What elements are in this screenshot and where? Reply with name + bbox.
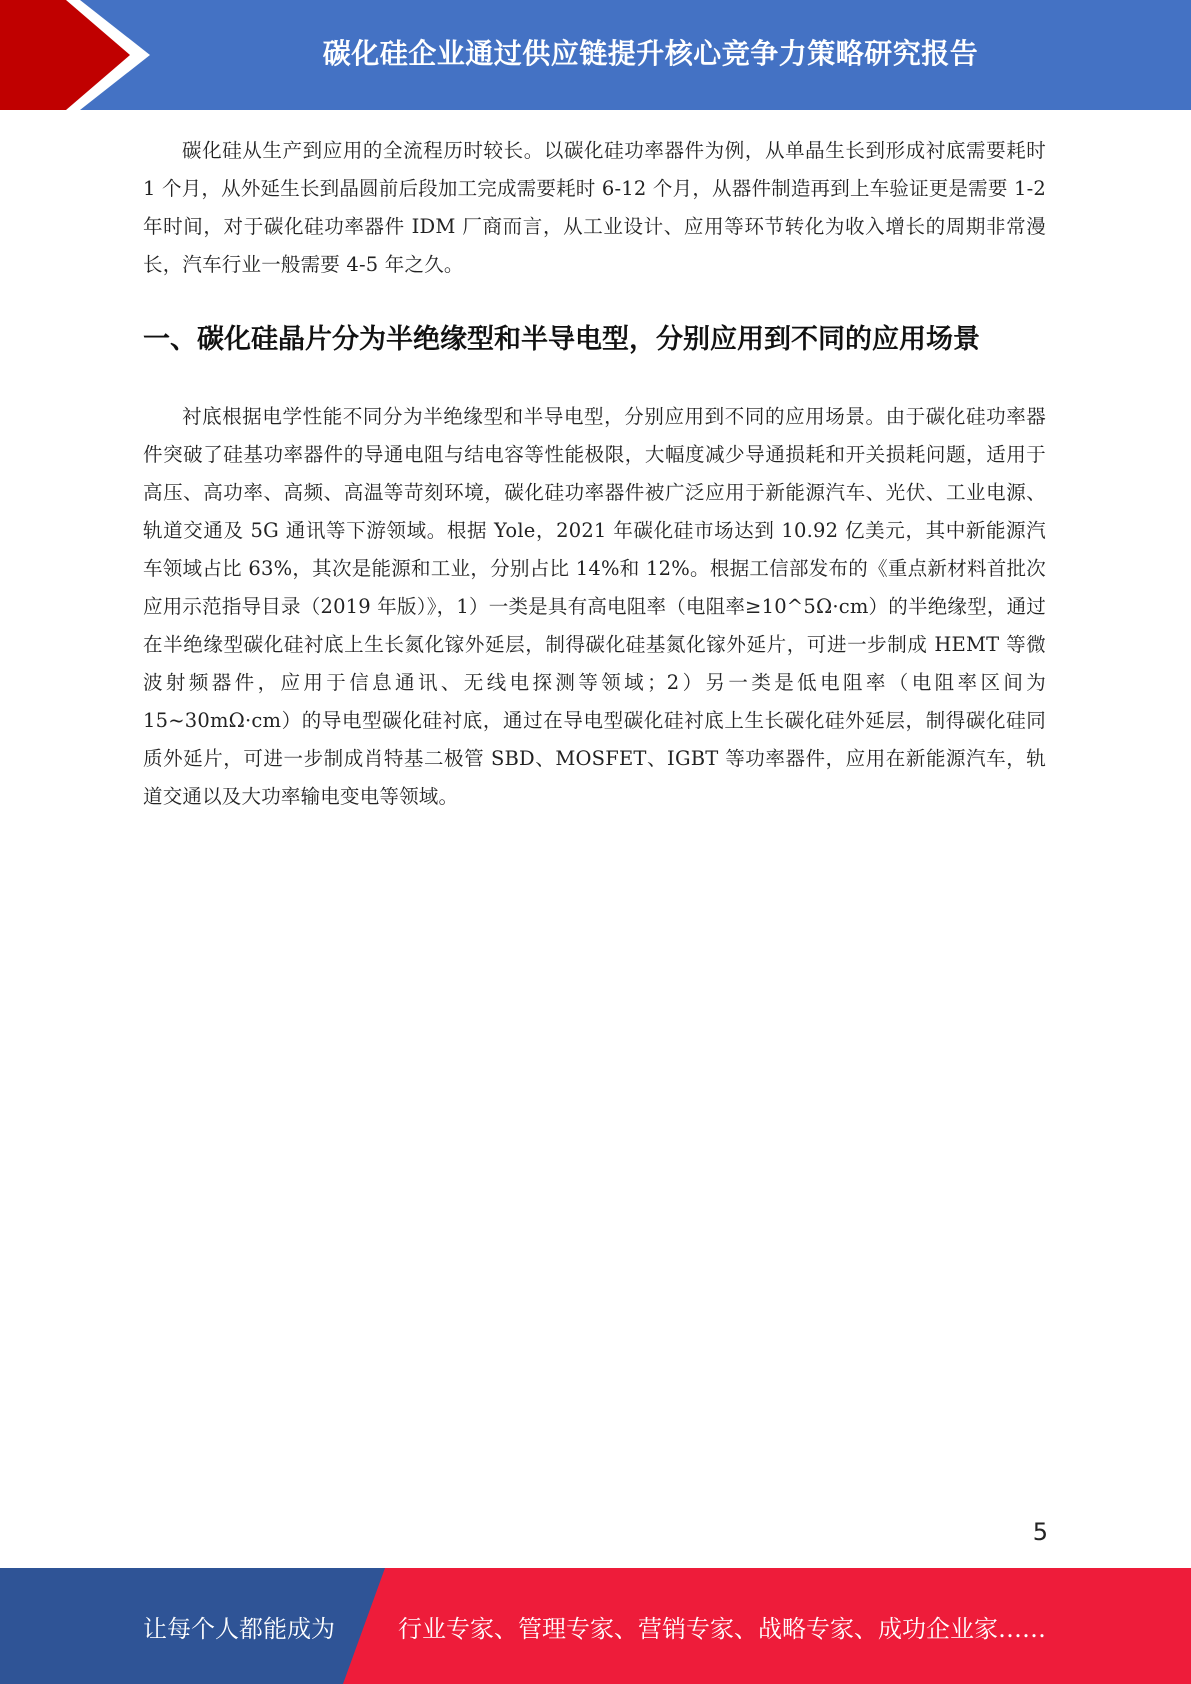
page-number: 5 — [1032, 1518, 1048, 1546]
footer-slogan-right: 行业专家、管理专家、营销专家、战略专家、成功企业家…… — [398, 1614, 1046, 1643]
footer-slogan-left: 让每个人都能成为 — [143, 1614, 335, 1643]
body-paragraph-1: 碳化硅从生产到应用的全流程历时较长。以碳化硅功率器件为例，从单晶生长到形成衬底需要耗时 1 个月，从外延生长到晶圆前后段加工完成需要耗时 6-12 个月，从器件制造再到上车验证更是需要 1-2 年时间，对于碳化硅功率器件 IDM 厂商而言，从工业设计、应用等环节转化为收入增长的周期非常漫长，汽车行业一般需要 4-5 年之久。 — [143, 139, 1046, 276]
page-header — [0, 0, 1191, 110]
body-paragraph-2: 衬底根据电学性能不同分为半绝缘型和半导电型，分别应用到不同的应用场景。由于碳化硅功率器件突破了硅基功率器件的导通电阻与结电容等性能极限，大幅度减少导通损耗和开关损耗问题，适用于高压、高功率、高频、高温等苛刻环境，碳化硅功率器件被广泛应用于新能源汽车、光伏、工业电源、轨道交通及 5G 通讯等下游领域。根据 Yole，2021 年碳化硅市场达到 10.92 亿美元，其中新能源汽车领域占比 63%，其次是能源和工业，分别占比 14%和 12%。根据工信部发布的《重点新材料首批次应用示范指导目录（2019 年版）》，1）一类是具有高电阻率（电阻率≥10^5Ω·cm）的半绝缘型，通过在半绝缘型碳化硅衬底上生长氮化镓外延层，制得碳化硅基氮化镓外延片，可进一步制成 HEMT 等微波射频器件，应用于信息通讯、无线电探测等领域；2）另一类是低电阻率（电阻率区间为 15~30mΩ·cm）的导电型碳化硅衬底，通过在导电型碳化硅衬底上生长碳化硅外延层，制得碳化硅同质外延片，可进一步制成肖特基二极管 SBD、MOSFET、IGBT 等功率器件，应用在新能源汽车，轨道交通以及大功率输电变电等领域。 — [143, 405, 1046, 808]
document-body — [143, 132, 1046, 816]
section-heading-1: 一、碳化硅晶片分为半绝缘型和半导电型，分别应用到不同的应用场景 — [143, 324, 980, 355]
report-title: 碳化硅企业通过供应链提升核心竞争力策略研究报告 — [322, 37, 979, 70]
page-footer — [0, 1568, 1191, 1684]
